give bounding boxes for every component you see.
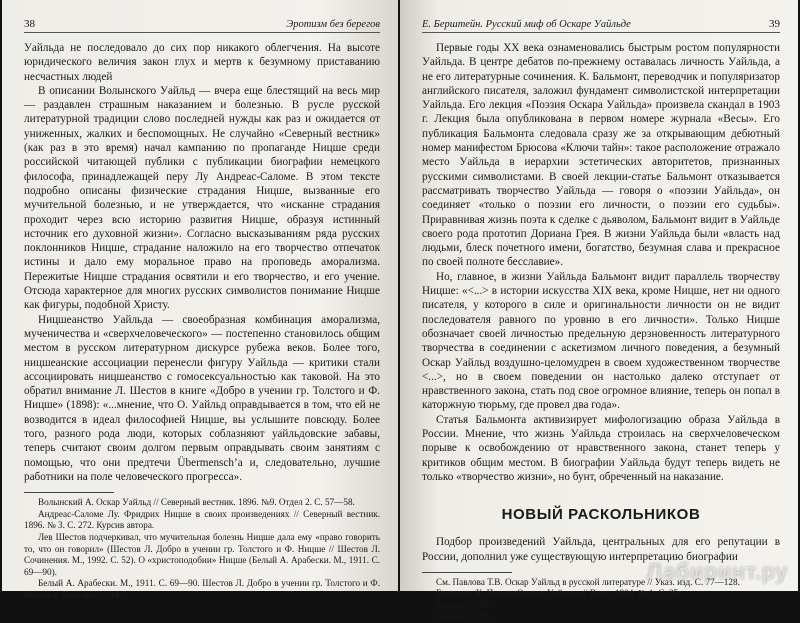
footnote: Волынский А. Оскар Уайльд // Северный вестник. 1896. №9. Отдел 2. С. 57—58. (38, 497, 355, 508)
running-head-right (422, 6, 780, 33)
paragraph: Но, главное, в жизни Уайльда Бальмонт видит параллель творчеству Ницше: «<...> в истории искусства XIX века, кроме Ницше, нет ни одного писателя, у которого в силе и оригинальности личности он не видит последователя равного по уровню в его личности». Только Ницше обозначает своей личностью предельную дерзновенность литературного творчества в соединении с аскетизмом личного поведения, а безумный Оскар Уайльд воздушно-целомудрен в своем художественном творчестве <...>, но в своем поведении он настолько далеко отступает от нравственного закона, стать под свое огромное влияние, теперь он попал в каторжную тюрьму, где провел два года». (422, 270, 780, 412)
footnote: См. Павлова Т.В. Оскар Уайльд в русской литературе // Указ. изд. С. 77—128. (436, 576, 740, 587)
section-heading: НОВЫЙ РАСКОЛЬНИКОВ (501, 506, 701, 524)
left-page (2, 0, 398, 600)
paragraph: Уайльда не последовало до сих пор никакого облегчения. На высоте юридического величия закон глух и мертв к безумному приставанию несчастных людей (24, 42, 380, 83)
left-body-text (24, 41, 380, 484)
page-number-left: 38 (24, 18, 35, 30)
running-head-left (24, 6, 380, 33)
footnote: Андреас-Саломе Лу. Фридрих Ницше в своих произведениях // Северный вестник. 1896. № 3. С. 272. Курсив автора. (24, 508, 380, 531)
footnote-rule (24, 492, 114, 493)
paragraph: Ницшеанство Уайльда — своеобразная комбинация аморализма, мученичества и «сверхчеловеческого» — постепенно становилось общим местом в русском литературном дискурсе рубежа веков. Более того, ницшеанские ассоциации перенесли фигуру Уайльда — критики стали ассоциировать ницшеанство с гомосексуальностью как таковой. На это обратил внимание Л. Шестов в книге «Добро в учении гр. Толстого и Ф. Ницше» (1898): «...мнение, что О. Уайльд оправдывается в том, что ей не возводится в идеал философией Ницше, вы услышите повсюду. Более того, разного рода люди, которых соблазняют уайльдовские забавы, теперь считают своим долгом первым оправдывать своим занятиям с помощью, что они предтечи Übermensch’а и, следовательно, лучшие работники на поле человеческого прогресса». (24, 313, 380, 483)
footnote: Там же. С. 37. (436, 611, 491, 622)
watermark-logo: Лабиринт.ру (646, 559, 788, 584)
paragraph: Первые годы XX века ознаменовались быстрым ростом популярности Уайльда. В центре дебатов по-прежнему оставалась личность Уайльда, а не его литературные сочинения. К. Бальмонт, переводчик и популяризатор английского писателя, заложил фундамент символистской интерпретации Уайльда. Его лекция «Поэзия Оскара Уайльда» произвела скандал в 1903 г. Лекция была опубликована в первом номере журнала «Весы». Его публикация Бальмонта следовала сразу же за открывающим дебютный номер манифестом Брюсова «Ключи тайн»: такое расположение отражало место Уайльда в иерархии эстетических авторитетов, признанных русскими символистами. В своей лекции-статье Бальмонт отказывается рассматривать творчество Уайльда — говоря о «поэзии Уайльда», он соединяет «только о поэзии его личности, о поэзии его судьбы». Приравнивая жизнь поэта к сделке с дьяволом, Бальмонт видит в Уайльде своего рода прототип Дориана Грея. В жизни Уайльда были «власть над людьми, блеск почетного имени, богатство, безумная слава и прекрасное по своей полноте бесславие». (422, 42, 780, 269)
footnote: Бальмонт К. Поэзия Оскара Уайльда // Весы. 1904. № 1. С. 25. (436, 588, 681, 599)
right-body-text (422, 41, 780, 484)
footnote: Белый А. Арабески. М., 1911. С. 69—90. Шестов Л. Добро в учении гр. Толстого и Ф. Ницше // Указ. изд. С.140. (24, 578, 380, 600)
paragraph: Статья Бальмонта активизирует мифологизацию образа Уайльда в России. Мнение, что жизнь Уайльда строилась на сверхчеловеческом порыве к освобождению от нравственного закона, станет теперь у критиков общим местом. В биографии Уайльда будут теперь видеть не только «творчество жизни», но бунт, обреченный на наказание. (422, 413, 780, 483)
footnote-rule (422, 572, 512, 573)
footnote: Лев Шестов подчеркивал, что мучительная болезнь Ницше дала ему «право говорить то, что он говорил» (Шестов Л. Добро в учении гр. Толстого и Ф. Ницше // Шестов Л. Сочинения. М., 1992. С. 52). О «христоподобии» Ницше (Белый А. Арабески. М., 1911. С. 69—90). (24, 531, 380, 577)
right-page (400, 0, 798, 622)
paragraph: Подбор произведений Уайльда, центральных для его репутации в России, дополнил уже существующую интерпретацию биографии (422, 536, 780, 563)
paragraph: В описании Волынского Уайльд — вчера еще блестящий на весь мир — раздавлен страшным наказанием и болезнью. В русле русской литературной традиции слово последней нужды как раз и ожидается от униженных, жалких и беспомощных. Не случайно «Северный вестник» (как раз в это время) начал кампанию по пропаганде Ницше среди российской читающей публики с публикации биографии немецкого философа, принадлежащей перу Лу Андреас-Саломе. В этом тексте подробно описаны физические страдания Ницше, вызванные его мучительной болезнью, и не утверждается, что «исканне страдания проходит через всю историю развития Ницше, образуя истинный источник его духовной жизни». Согласно высказываниям ряда русских поклонников Ницше, страдание наложило на его творчество отпечаток истины и дало ему моральное право на проповедь аморализма. Пережитые Ницше страдания освятили и его творчество, и его учение. Отсюда характерное для многих русских символистов понимание Ницше как фигуры, подобной Христу. (24, 84, 380, 312)
running-title-right: Е. Берштейн. Русский миф об Оскаре Уайльде (422, 19, 631, 30)
left-footnotes (24, 497, 380, 601)
running-title-left: Эротизм без берегов (286, 19, 380, 30)
page-number-right: 39 (769, 18, 780, 30)
footnote: Там же. С. 25. (436, 599, 491, 610)
